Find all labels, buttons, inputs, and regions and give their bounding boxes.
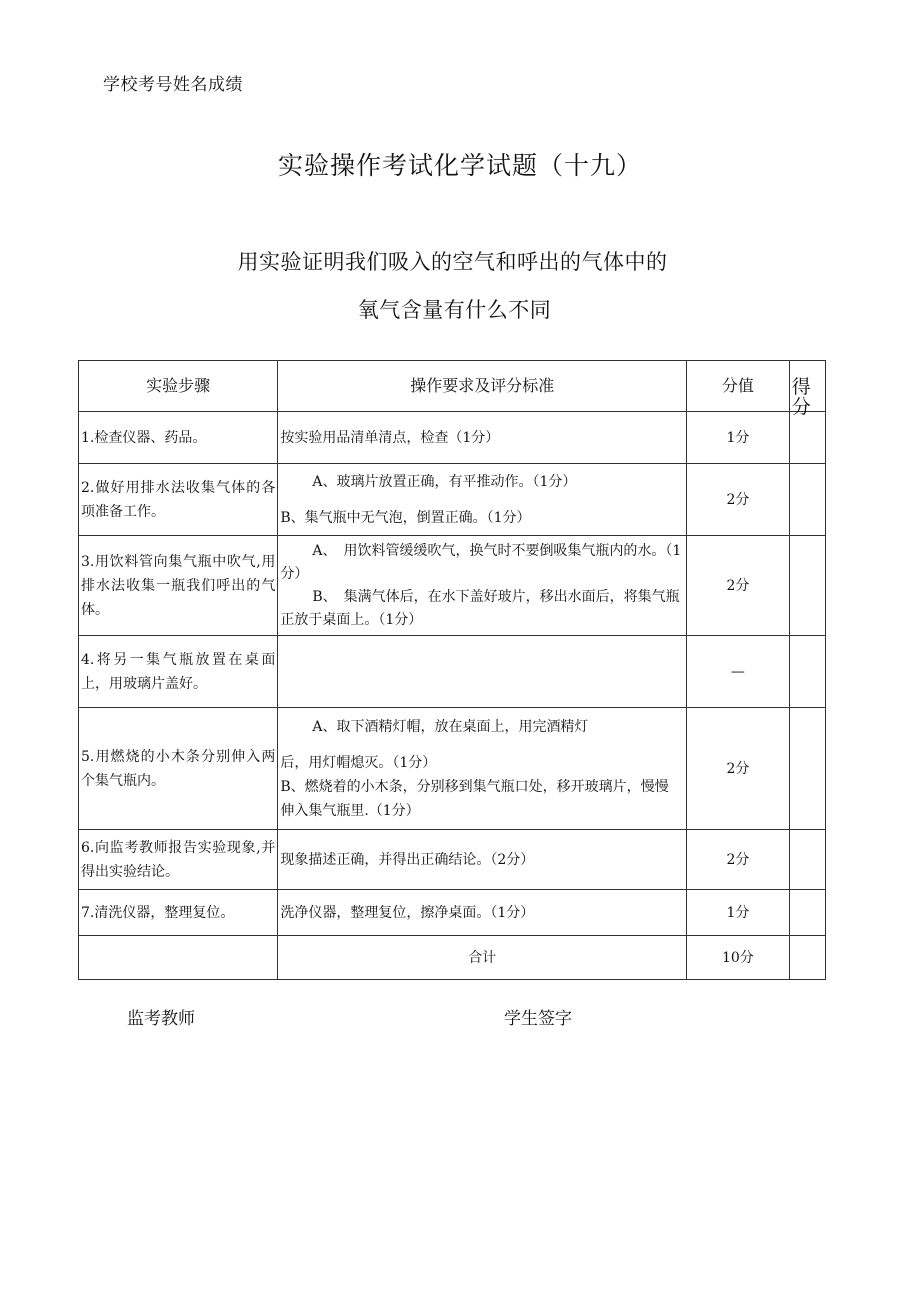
table-row — [79, 536, 826, 636]
step-text: 5.用燃烧的小木条分别伸入两个集气瓶内。 — [79, 708, 278, 830]
total-score: 10分 — [687, 936, 790, 980]
header-info-line: 学校考号姓名成绩 — [103, 75, 243, 95]
total-label: 合计 — [278, 936, 687, 980]
page-title: 实验操作考试化学试题（十九） — [277, 151, 642, 180]
requirement-line: A、取下酒精灯帽，放在桌面上，用完酒精灯 — [312, 718, 589, 735]
requirement-cell — [278, 464, 687, 536]
table-row — [79, 636, 826, 708]
header-score: 分值 — [687, 361, 790, 412]
requirement-cell — [278, 830, 687, 890]
got-cell[interactable] — [789, 412, 825, 464]
score-value: 2分 — [687, 708, 790, 830]
table-header-row — [79, 361, 826, 412]
requirement-line: A、 用饮料管缓缓吹气，换气时不要倒吸集气瓶内的水。（1分） — [280, 542, 682, 582]
requirement-line: B、 集满气体后，在水下盖好玻片，移出水面后，将集气瓶正放于桌面上。（1分） — [280, 588, 680, 628]
table-row — [79, 890, 826, 936]
requirement-cell — [278, 536, 687, 636]
requirement-line: A、玻璃片放置正确，有平推动作。（1分） — [312, 473, 577, 490]
score-value: 2分 — [687, 830, 790, 890]
score-value: 2分 — [687, 464, 790, 536]
table-row — [79, 708, 826, 830]
step-text: 4.将另一集气瓶放置在桌面上，用玻璃片盖好。 — [79, 636, 278, 708]
step-text: 1.检查仪器、药品。 — [79, 412, 278, 464]
table-total-row — [79, 936, 826, 980]
header-step: 实验步骤 — [79, 361, 278, 412]
got-cell[interactable] — [789, 636, 825, 708]
scoring-table — [78, 360, 826, 980]
got-cell[interactable] — [789, 936, 825, 980]
got-cell[interactable] — [789, 464, 825, 536]
subtitle-line-1: 用实验证明我们吸入的空气和呼出的气体中的 — [237, 250, 668, 274]
table-row — [79, 412, 826, 464]
requirement-line: 按实验用品清单清点，检查（1分） — [280, 429, 500, 446]
total-empty-cell — [79, 936, 278, 980]
header-got: 得分 — [789, 361, 825, 412]
requirement-cell — [278, 636, 687, 708]
step-text: 3.用饮料管向集气瓶中吹气,用排水法收集一瓶我们呼出的气体。 — [79, 536, 278, 636]
got-cell[interactable] — [789, 708, 825, 830]
requirement-cell — [278, 412, 687, 464]
header-requirement: 操作要求及评分标准 — [278, 361, 687, 412]
requirement-cell — [278, 890, 687, 936]
step-text: 2.做好用排水法收集气体的各项准备工作。 — [79, 464, 278, 536]
score-value: 2分 — [687, 536, 790, 636]
teacher-signature-label: 监考教师 — [127, 1009, 195, 1029]
step-text: 7.清洗仪器，整理复位。 — [79, 890, 278, 936]
requirement-line: B、燃烧着的小木条，分别移到集气瓶口处，移开玻璃片，慢慢伸入集气瓶里.（1分） — [280, 778, 669, 819]
subtitle-line-2: 氧气含量有什么不同 — [357, 298, 552, 322]
score-value: 1分 — [687, 412, 790, 464]
score-value: 1分 — [687, 890, 790, 936]
requirement-line: 洗净仪器，整理复位，擦净桌面。（1分） — [280, 904, 535, 921]
table-row — [79, 464, 826, 536]
requirement-line: 后，用灯帽熄灭。（1分） — [280, 754, 437, 771]
score-value: — — [687, 636, 790, 708]
requirement-line: B、集气瓶中无气泡，倒置正确。（1分） — [280, 509, 531, 526]
table-row — [79, 830, 826, 890]
step-text: 6.向监考教师报告实验现象,并得出实验结论。 — [79, 830, 278, 890]
got-cell[interactable] — [789, 890, 825, 936]
student-signature-label: 学生签字 — [504, 1009, 572, 1029]
requirement-line: 现象描述正确，并得出正确结论。（2分） — [280, 851, 535, 868]
got-cell[interactable] — [789, 536, 825, 636]
requirement-cell — [278, 708, 687, 830]
got-cell[interactable] — [789, 830, 825, 890]
